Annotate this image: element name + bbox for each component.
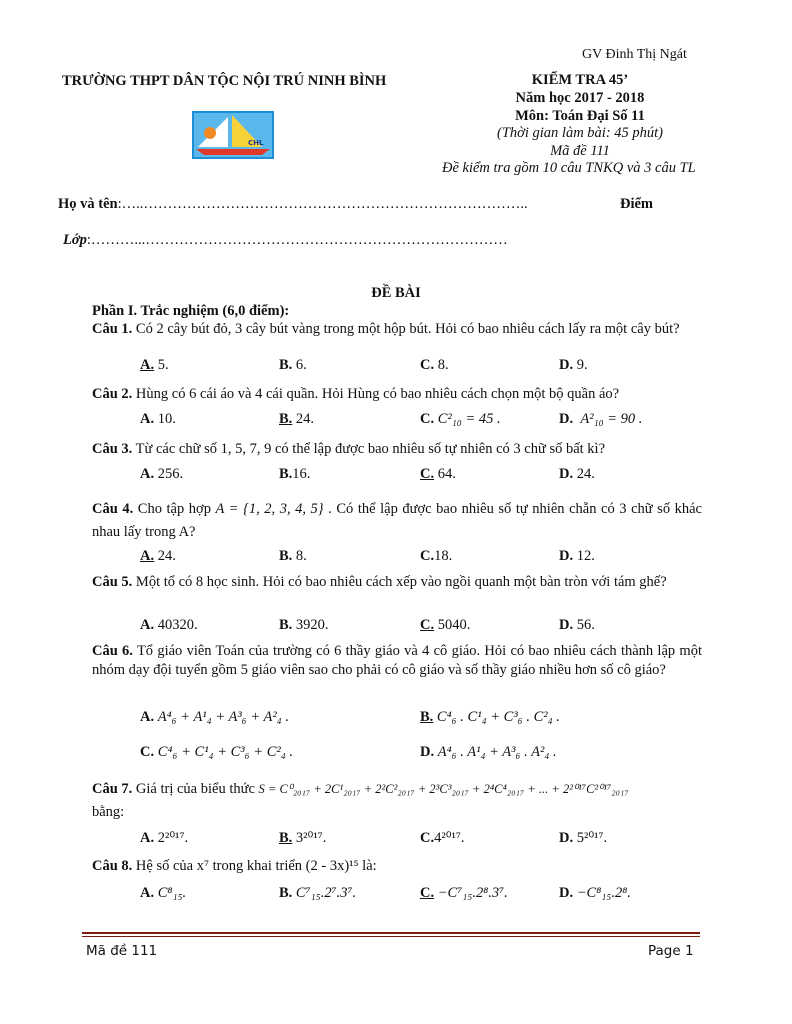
q2-option-a[interactable]: A. 10. — [140, 411, 176, 427]
exam-heading: ĐỀ BÀI — [371, 285, 421, 301]
q7-option-c[interactable]: C.4²⁰¹⁷. — [420, 830, 465, 846]
expression-s: S = C⁰₂₀₁₇ + 2C¹₂₀₁₇ + 2²C²₂₀₁₇ + 2³C³₂₀₁₇ + 2⁴C⁴₂₀₁₇ + ... + 2²⁰¹⁷C²⁰¹⁷₂₀₁₇ — [258, 782, 629, 796]
exam-structure: Đề kiểm tra gồm 10 câu TNKQ và 3 câu TL — [442, 160, 696, 176]
q7-option-b[interactable]: B. 3²⁰¹⁷. — [279, 830, 327, 846]
score-label: Điểm — [620, 196, 654, 212]
q5-option-a[interactable]: A. 40320. — [140, 617, 198, 633]
q5-option-c[interactable]: C. 5040. — [420, 617, 471, 633]
q4-option-b[interactable]: B. 8. — [279, 548, 307, 564]
school-logo — [192, 111, 274, 159]
q6-option-a[interactable]: A. A⁴₆ + A¹₄ + A³₆ + A²₄ . — [140, 709, 289, 725]
question-5: Câu 5. Một tổ có 8 học sinh. Hỏi có bao nhiêu cách xếp vào ngồi quanh một bàn tròn với tám ghế? — [92, 574, 667, 590]
q1-option-c[interactable]: C. 8. — [420, 357, 449, 373]
q7-option-a[interactable]: A. 2²⁰¹⁷. — [140, 830, 189, 846]
question-1 — [92, 320, 702, 339]
q8-option-a[interactable]: A. C⁸₁₅. — [140, 885, 187, 901]
q2-option-b[interactable]: B. 24. — [279, 411, 315, 427]
q3-option-b[interactable]: B.16. — [279, 466, 311, 482]
q7-option-d[interactable]: D. 5²⁰¹⁷. — [559, 830, 608, 846]
q6-option-d[interactable]: D. A⁴₆ . A¹₄ + A³₆ . A²₄ . — [420, 744, 557, 760]
school-year: Năm học 2017 - 2018 — [515, 90, 645, 106]
question-7-cont: bằng: — [92, 804, 125, 820]
question-8: Câu 8. Hệ số của x⁷ trong khai triển (2 - 3x)¹⁵ là: — [92, 858, 377, 874]
question-number: Câu 1. — [92, 321, 133, 337]
footer-divider-thin — [82, 936, 700, 937]
q8-option-d[interactable]: D. −C⁸₁₅.2⁸. — [559, 885, 631, 901]
exam-code: Mã đề 111 — [550, 143, 610, 159]
q5-option-b[interactable]: B. 3920. — [279, 617, 329, 633]
school-name: TRƯỜNG THPT DÂN TỘC NỘI TRÚ NINH BÌNH — [62, 73, 387, 89]
question-text: Có 2 cây bút đỏ, 3 cây bút vàng trong một hộp bút. Hỏi có bao nhiêu cách lấy ra một cây bút? — [132, 321, 680, 337]
q3-option-a[interactable]: A. 256. — [140, 466, 184, 482]
q6-option-c[interactable]: C. C⁴₆ + C¹₄ + C³₆ + C²₄ . — [140, 744, 294, 760]
question-3: Câu 3. Từ các chữ số 1, 5, 7, 9 có thể lập được bao nhiêu số tự nhiên có 3 chữ số bất kì? — [92, 441, 606, 457]
student-class-row — [63, 232, 508, 249]
q1-option-d[interactable]: D. 9. — [559, 357, 588, 373]
exam-title: KIỂM TRA 45’ — [531, 72, 629, 88]
class-label: Lớp — [63, 232, 87, 248]
footer-exam-code: Mã đề 111 — [86, 943, 158, 959]
student-name-row — [58, 196, 528, 213]
subject: Môn: Toán Đại Số 11 — [515, 108, 645, 124]
q8-option-b[interactable]: B. C⁷₁₅.2⁷.3⁷. — [279, 885, 357, 901]
question-7: Câu 7. Giá trị của biểu thức S = C⁰₂₀₁₇ + 2C¹₂₀₁₇ + 2²C²₂₀₁₇ + 2³C³₂₀₁₇ + 2⁴C⁴₂₀₁₇ + ... + 2²⁰¹⁷C²⁰¹⁷₂₀₁₇ — [92, 781, 629, 797]
q4-option-d[interactable]: D. 12. — [559, 548, 595, 564]
q2-option-d[interactable]: D. A²₁₀ = 90 . — [559, 411, 643, 427]
q1-option-a[interactable]: A. 5. — [140, 357, 169, 373]
q2-option-c[interactable]: C. C²₁₀ = 45 . — [420, 411, 501, 427]
q3-option-c[interactable]: C. 64. — [420, 466, 456, 482]
q3-option-d[interactable]: D. 24. — [559, 466, 595, 482]
part1-heading: Phần I. Trắc nghiệm (6,0 điểm): — [92, 303, 290, 319]
q5-option-d[interactable]: D. 56. — [559, 617, 595, 633]
footer-divider — [82, 932, 700, 934]
question-2: Câu 2. Hùng có 6 cái áo và 4 cái quần. Hỏi Hùng có bao nhiêu cách chọn một bộ quần áo? — [92, 386, 620, 402]
q8-option-c[interactable]: C. −C⁷₁₅.2⁸.3⁷. — [420, 885, 508, 901]
class-dots[interactable]: :………...………………………………………………………………… — [86, 232, 508, 248]
logo-text: CHL — [248, 139, 264, 147]
q1-option-b[interactable]: B. 6. — [279, 357, 307, 373]
question-6: Câu 6. Tổ giáo viên Toán của trường có 6 thầy giáo và 4 cô giáo. Hỏi có bao nhiêu cách thành lập một nhóm dạy đội tuyển gồm 5 giáo viên sao cho phải có cô giáo và số thầy giáo nhiều hơn số cô giáo? — [92, 643, 702, 678]
name-dots[interactable]: :…..…………………………………………………………………….. — [117, 196, 528, 212]
page-number: Page 1 — [648, 943, 694, 959]
exam-time: (Thời gian làm bài: 45 phút) — [496, 125, 664, 141]
teacher-name: GV Đinh Thị Ngát — [582, 47, 687, 62]
name-label: Họ và tên — [58, 196, 118, 212]
set-a: A = {1, 2, 3, 4, 5} — [215, 501, 324, 517]
question-4: Câu 4. Cho tập hợp A = {1, 2, 3, 4, 5} . Có thể lập được bao nhiêu số tự nhiên chẵn có 3 chữ số khác nhau lấy trong A? — [92, 501, 702, 540]
q6-option-b[interactable]: B. C⁴₆ . C¹₄ + C³₆ . C²₄ . — [420, 709, 560, 725]
q4-option-c[interactable]: C.18. — [420, 548, 453, 564]
q4-option-a[interactable]: A. 24. — [140, 548, 176, 564]
